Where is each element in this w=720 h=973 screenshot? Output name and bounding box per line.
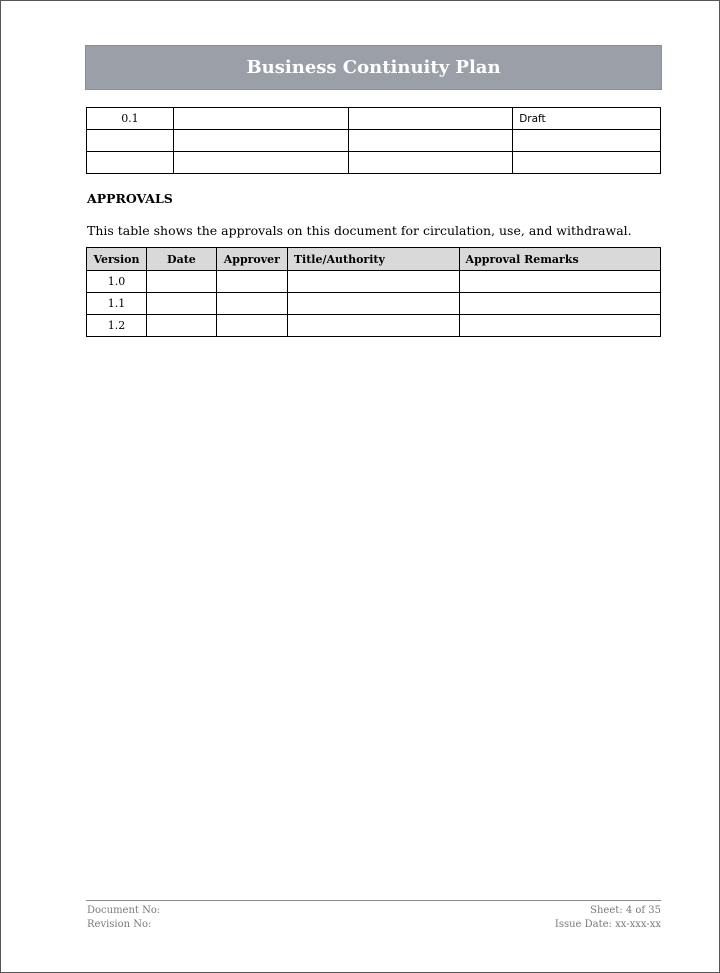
table-header-row	[87, 248, 661, 271]
table-cell: 1.0	[87, 271, 147, 293]
table-cell: Draft	[513, 108, 661, 130]
column-header-approval-remarks: Approval Remarks	[459, 248, 660, 271]
table-cell	[513, 152, 661, 174]
table-cell	[287, 293, 459, 315]
column-header-date: Date	[146, 248, 216, 271]
table-cell	[459, 293, 660, 315]
table-cell	[216, 293, 287, 315]
table-row	[87, 293, 661, 315]
table-cell	[513, 130, 661, 152]
approvals-intro: This table shows the approvals on this document for circulation, use, and withdrawal.	[87, 223, 632, 238]
approvals-heading: APPROVALS	[87, 191, 173, 206]
table-cell	[146, 315, 216, 337]
table-cell	[459, 315, 660, 337]
table-cell	[173, 130, 348, 152]
table-cell	[287, 271, 459, 293]
table-cell	[87, 152, 174, 174]
sheet-number: Sheet: 4 of 35	[590, 905, 661, 916]
document-title: Business Continuity Plan	[246, 57, 501, 78]
table-row	[87, 108, 661, 130]
table-cell	[173, 152, 348, 174]
table-cell	[348, 130, 513, 152]
footer-left	[87, 904, 160, 932]
table-row	[87, 152, 661, 174]
table-cell	[146, 293, 216, 315]
table-row	[87, 130, 661, 152]
table-row	[87, 315, 661, 337]
title-banner	[85, 45, 662, 90]
table-row	[87, 271, 661, 293]
table-cell	[348, 152, 513, 174]
footer-right	[555, 904, 661, 932]
footer-divider	[86, 900, 661, 901]
column-header-title-authority: Title/Authority	[287, 248, 459, 271]
table-cell	[173, 108, 348, 130]
table-cell	[348, 108, 513, 130]
table-cell: 0.1	[87, 108, 174, 130]
table-cell	[87, 130, 174, 152]
table-cell: 1.2	[87, 315, 147, 337]
table-cell: 1.1	[87, 293, 147, 315]
table-cell	[216, 271, 287, 293]
document-number-label: Document No:	[87, 905, 161, 916]
table-cell	[146, 271, 216, 293]
table-cell	[216, 315, 287, 337]
column-header-approver: Approver	[216, 248, 287, 271]
revision-history-table	[86, 107, 661, 174]
column-header-version: Version	[87, 248, 147, 271]
table-cell	[287, 315, 459, 337]
table-cell	[459, 271, 660, 293]
approvals-table	[86, 247, 661, 337]
issue-date: Issue Date: xx-xxx-xx	[554, 919, 661, 930]
revision-number-label: Revision No:	[87, 919, 152, 930]
